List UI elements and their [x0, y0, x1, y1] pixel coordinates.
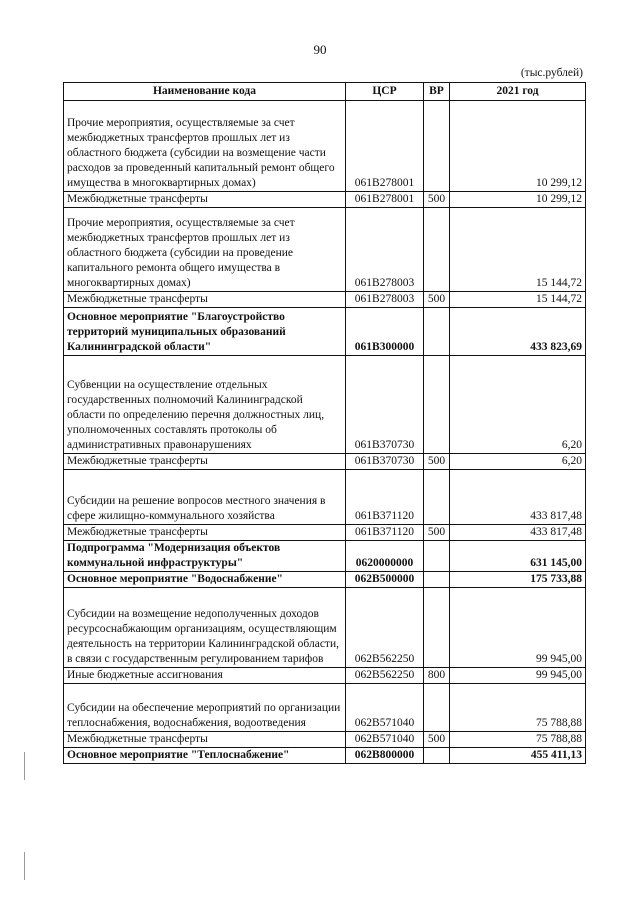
row-name: Межбюджетные трансферты	[64, 732, 346, 748]
row-amount: 6,20	[450, 356, 586, 454]
row-vr: 500	[424, 732, 450, 748]
table-row	[64, 572, 586, 588]
header-csr: ЦСР	[346, 83, 424, 101]
header-row	[64, 83, 586, 101]
row-csr: 062B562250	[346, 588, 424, 668]
table-row	[64, 454, 586, 470]
row-amount: 99 945,00	[450, 668, 586, 684]
row-vr: 800	[424, 668, 450, 684]
row-amount: 455 411,13	[450, 748, 586, 764]
row-name: Основное мероприятие "Благоустройство территорий муниципальных образований Калининградской области"	[64, 308, 346, 356]
table-header	[64, 83, 586, 101]
units-label: (тыс.рублей)	[520, 67, 583, 79]
row-name: Подпрограмма "Модернизация объектов коммунальной инфраструктуры"	[64, 541, 346, 572]
row-vr	[424, 356, 450, 454]
row-amount: 75 788,88	[450, 684, 586, 732]
row-name: Субсидии на решение вопросов местного значения в сфере жилищно-коммунального хозяйства	[64, 470, 346, 525]
row-vr: 500	[424, 454, 450, 470]
table-row	[64, 684, 586, 732]
row-csr: 062B562250	[346, 668, 424, 684]
table-row	[64, 732, 586, 748]
row-name: Прочие мероприятия, осуществляемые за счет межбюджетных трансфертов прошлых лет из областного бюджета (субсидии на проведение капитального ремонта общего имущества в многоквартирных домах)	[64, 208, 346, 292]
table-row	[64, 101, 586, 192]
row-csr: 061B371120	[346, 470, 424, 525]
row-csr: 061B370730	[346, 356, 424, 454]
row-vr	[424, 308, 450, 356]
table-row	[64, 308, 586, 356]
row-amount: 15 144,72	[450, 208, 586, 292]
table-row	[64, 588, 586, 668]
row-amount: 631 145,00	[450, 541, 586, 572]
row-csr: 062B571040	[346, 684, 424, 732]
row-vr	[424, 541, 450, 572]
header-year: 2021 год	[450, 83, 586, 101]
scan-margin-line	[24, 752, 25, 780]
row-csr: 061B278003	[346, 292, 424, 308]
row-vr	[424, 470, 450, 525]
row-vr: 500	[424, 192, 450, 208]
row-amount: 433 817,48	[450, 525, 586, 541]
row-csr: 061B278003	[346, 208, 424, 292]
row-csr: 061B371120	[346, 525, 424, 541]
row-name: Основное мероприятие "Теплоснабжение"	[64, 748, 346, 764]
header-name: Наименование кода	[64, 83, 346, 101]
row-name: Межбюджетные трансферты	[64, 454, 346, 470]
row-name: Иные бюджетные ассигнования	[64, 668, 346, 684]
row-csr: 061B278001	[346, 192, 424, 208]
row-name: Межбюджетные трансферты	[64, 292, 346, 308]
table-row	[64, 192, 586, 208]
row-name: Прочие мероприятия, осуществляемые за счет межбюджетных трансфертов прошлых лет из областного бюджета (субсидии на возмещение части расходов за проведенный капитальный ремонт общего имущества в многоквартирных домах)	[64, 101, 346, 192]
table-row	[64, 208, 586, 292]
table-row	[64, 470, 586, 525]
table-row	[64, 356, 586, 454]
row-vr: 500	[424, 525, 450, 541]
row-vr: 500	[424, 292, 450, 308]
row-amount: 99 945,00	[450, 588, 586, 668]
row-vr	[424, 208, 450, 292]
row-amount: 75 788,88	[450, 732, 586, 748]
row-csr: 061B278001	[346, 101, 424, 192]
row-csr: 062B800000	[346, 748, 424, 764]
row-vr	[424, 572, 450, 588]
table-body	[64, 101, 586, 764]
row-csr: 061B300000	[346, 308, 424, 356]
row-name: Межбюджетные трансферты	[64, 192, 346, 208]
row-vr	[424, 748, 450, 764]
table-row	[64, 668, 586, 684]
header-vr: ВР	[424, 83, 450, 101]
budget-table	[63, 82, 586, 764]
row-csr: 0620000000	[346, 541, 424, 572]
row-name: Межбюджетные трансферты	[64, 525, 346, 541]
table-row	[64, 748, 586, 764]
row-amount: 10 299,12	[450, 192, 586, 208]
table-row	[64, 541, 586, 572]
row-amount: 433 817,48	[450, 470, 586, 525]
row-amount: 10 299,12	[450, 101, 586, 192]
row-name: Субсидии на обеспечение мероприятий по организации теплоснабжения, водоснабжения, водоотведения	[64, 684, 346, 732]
row-name: Субвенции на осуществление отдельных государственных полномочий Калининградской области по определению перечня должностных лиц, уполномоченных составлять протоколы об административных правонарушениях	[64, 356, 346, 454]
row-amount: 175 733,88	[450, 572, 586, 588]
row-name: Субсидии на возмещение недополученных доходов ресурсоснабжающим организациям, осуществляющим деятельность на территории Калининградской области, в связи с государственным регулированием тарифов	[64, 588, 346, 668]
row-amount: 6,20	[450, 454, 586, 470]
row-csr: 062B571040	[346, 732, 424, 748]
row-name: Основное мероприятие "Водоснабжение"	[64, 572, 346, 588]
row-csr: 062B500000	[346, 572, 424, 588]
row-vr	[424, 588, 450, 668]
row-amount: 433 823,69	[450, 308, 586, 356]
scan-margin-line	[24, 852, 25, 880]
row-amount: 15 144,72	[450, 292, 586, 308]
row-vr	[424, 684, 450, 732]
row-csr: 061B370730	[346, 454, 424, 470]
table-row	[64, 292, 586, 308]
table-row	[64, 525, 586, 541]
page-number: 90	[313, 42, 327, 57]
row-vr	[424, 101, 450, 192]
